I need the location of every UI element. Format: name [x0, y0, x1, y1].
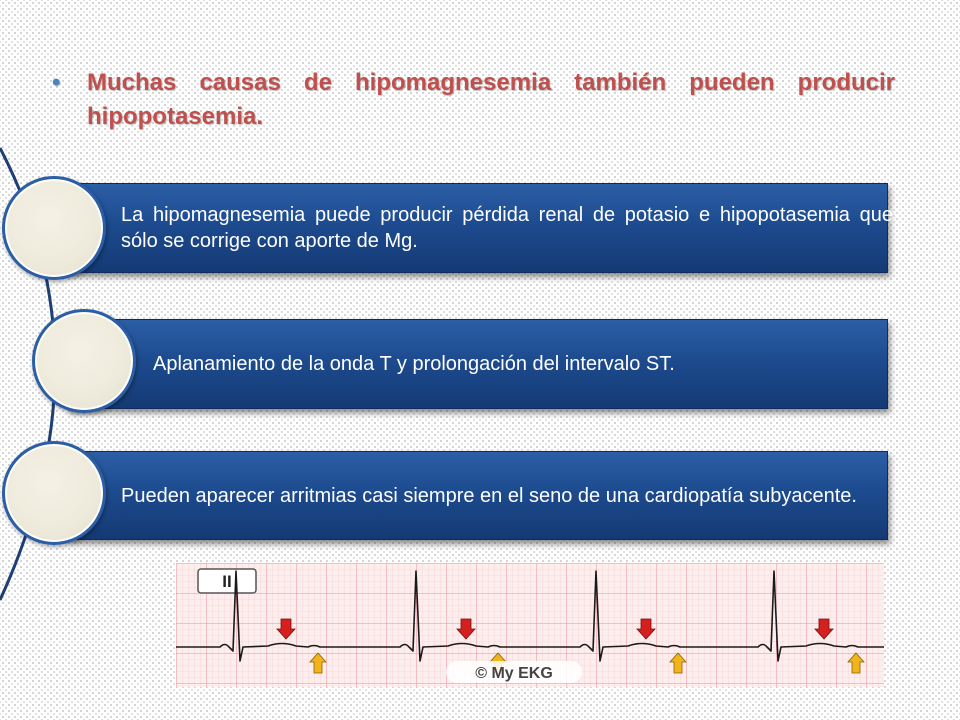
lead-label-box: [198, 569, 256, 593]
list-marker-circle: [2, 441, 106, 545]
bullet-dot-icon: •: [52, 69, 61, 96]
list-item-text: La hipomagnesemia puede producir pérdida renal de potasio e hipopotasemia que sólo se corrige con aporte de Mg.: [121, 204, 893, 252]
list-item-arrhythmias: [68, 451, 888, 540]
watermark: [446, 661, 582, 683]
bullet-point: [52, 66, 895, 134]
ekg-strip: [176, 563, 884, 687]
bullet-text: Muchas causas de hipomagnesemia también pueden producir hipopotasemia.: [87, 69, 895, 130]
list-item-text: Pueden aparecer arritmias casi siempre en el seno de una cardiopatía subyacente.: [121, 484, 857, 507]
list-marker-circle: [32, 309, 136, 413]
list-item-text: Aplanamiento de la onda T y prolongación del intervalo ST.: [153, 353, 675, 375]
list-marker-circle: [2, 176, 106, 280]
list-item-t-wave: [68, 319, 888, 409]
watermark-text: © My EKG: [475, 665, 553, 682]
list-item-renal-loss: [68, 183, 893, 273]
lead-label: II: [222, 572, 232, 591]
